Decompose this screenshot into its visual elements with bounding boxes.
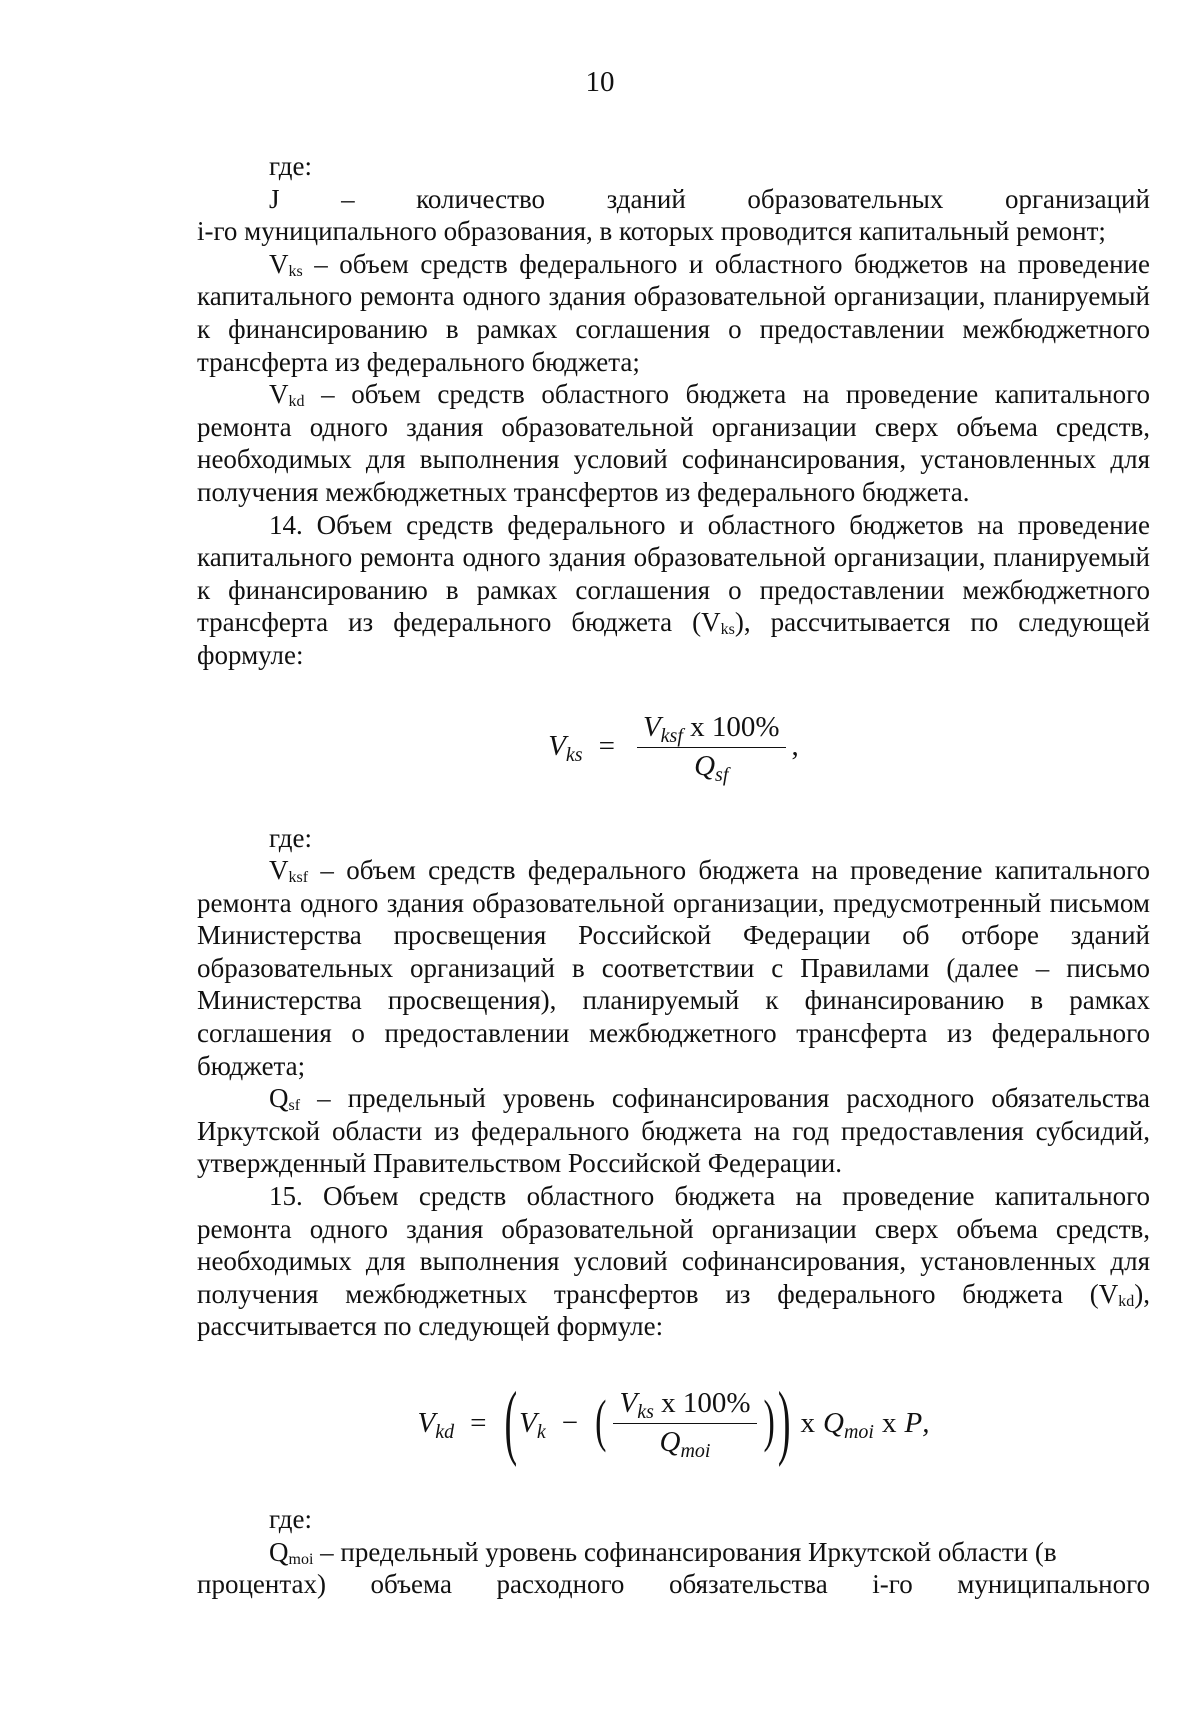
- close-paren: ): [777, 1376, 791, 1469]
- vkd-definition: Vkd – объем средств областного бюджета на проведение капитального ремонта одного здания образовательной организации сверх объема средств, необходимых для выполнения условий софинансирования, установленных для получения межбюджетных трансфертов из федерального бюджета.: [197, 379, 1150, 507]
- j-definition-first-line: [197, 183, 1150, 216]
- formula-trailing-comma: ,: [791, 730, 799, 763]
- open-paren: (: [504, 1376, 518, 1469]
- formula-trailing-comma: ,: [922, 1406, 930, 1439]
- word: муниципального: [957, 1569, 1150, 1600]
- formula-lhs: $V_{ks}$: [548, 730, 583, 767]
- last-line: [197, 1568, 1150, 1601]
- fraction-numerator: $V_{ksf}$ x 100%: [637, 711, 786, 748]
- where-label-2: где:: [269, 822, 312, 853]
- vksf-definition: Vksf – объем средств федерального бюджета на проведение капитального ремонта одного здания образовательной организации, предусмотренный письмом Министерства просвещения Российской Федерации об отборе зданий образовательных организаций в соответствии с Правилами (далее – письмо Министерства просвещения), планируемый к финансированию в рамках соглашения о предоставлении межбюджетного трансферта из федерального бюджета;: [197, 855, 1150, 1081]
- vks-definition: Vks – объем средств федерального и областного бюджетов на проведение капитального ремонта одного здания образовательной организации, планируемый к финансированию в рамках соглашения о предоставлении межбюджетного трансферта из федерального бюджета;: [197, 248, 1150, 377]
- times-sign: x: [881, 1406, 897, 1439]
- fraction-denominator: $Q_{sf}$: [694, 749, 729, 786]
- close-paren-inner: ): [763, 1390, 775, 1454]
- word: зданий: [606, 183, 686, 214]
- where-label: где:: [269, 151, 312, 181]
- formula-fraction: [637, 710, 786, 786]
- word: объема: [370, 1569, 452, 1600]
- formula-vkd: [197, 1343, 1150, 1503]
- formula-lhs: $V_{kd}$: [417, 1406, 455, 1443]
- word: организаций: [1004, 183, 1150, 214]
- equals-sign: =: [598, 730, 615, 763]
- equals-sign: =: [470, 1406, 487, 1439]
- item-14: 14. Объем средств федерального и областного бюджетов на проведение капитального ремонта одного здания образовательной организации, планируемый к финансированию в рамках соглашения о предоставлении межбюджетного трансферта из федерального бюджета (Vks), рассчитывается по следующей формуле:: [197, 509, 1151, 670]
- qmoi-term: $Q_{moi}$: [823, 1406, 874, 1443]
- p-term: P: [904, 1406, 923, 1439]
- minus-sign: −: [561, 1406, 579, 1439]
- fraction-numerator: $V_{ks}$ x 100%: [613, 1387, 756, 1424]
- word: образовательных: [747, 183, 944, 214]
- word: обязательства: [669, 1569, 828, 1600]
- vk-term: $V_k$: [519, 1406, 546, 1443]
- qmoi-definition: Qmoi – предельный уровень софинансирования Иркутской области (в: [269, 1536, 1057, 1568]
- where-label-3: где:: [269, 1504, 312, 1534]
- word: –: [341, 183, 355, 214]
- word: i-го: [872, 1569, 913, 1600]
- item-15: 15. Объем средств областного бюджета на проведение капитального ремонта одного здания образовательной организации сверх объема средств, необходимых для выполнения условий софинансирования, установленных для получения межбюджетных трансфертов из федерального бюджета (Vkd), рассчитывается по следующей формуле:: [197, 1181, 1150, 1342]
- formula-fraction: [613, 1387, 756, 1462]
- page-number: 10: [585, 66, 615, 98]
- word: J: [269, 183, 280, 214]
- word: процентах): [197, 1569, 326, 1600]
- document-body: [197, 150, 1150, 1601]
- qsf-definition: Qsf – предельный уровень софинансирования расходного обязательства Иркутской области из федерального бюджета на год предоставления субсидий, утвержденный Правительством Российской Федерации.: [197, 1083, 1150, 1179]
- times-sign: x: [800, 1406, 816, 1439]
- word: количество: [416, 183, 546, 214]
- j-definition-continuation: i-го муниципального образования, в которых проводится капитальный ремонт;: [197, 216, 1106, 247]
- fraction-denominator: $Q_{moi}$: [659, 1426, 711, 1462]
- word: расходного: [496, 1569, 625, 1600]
- open-paren-inner: (: [595, 1390, 607, 1454]
- formula-vks: [197, 672, 1150, 822]
